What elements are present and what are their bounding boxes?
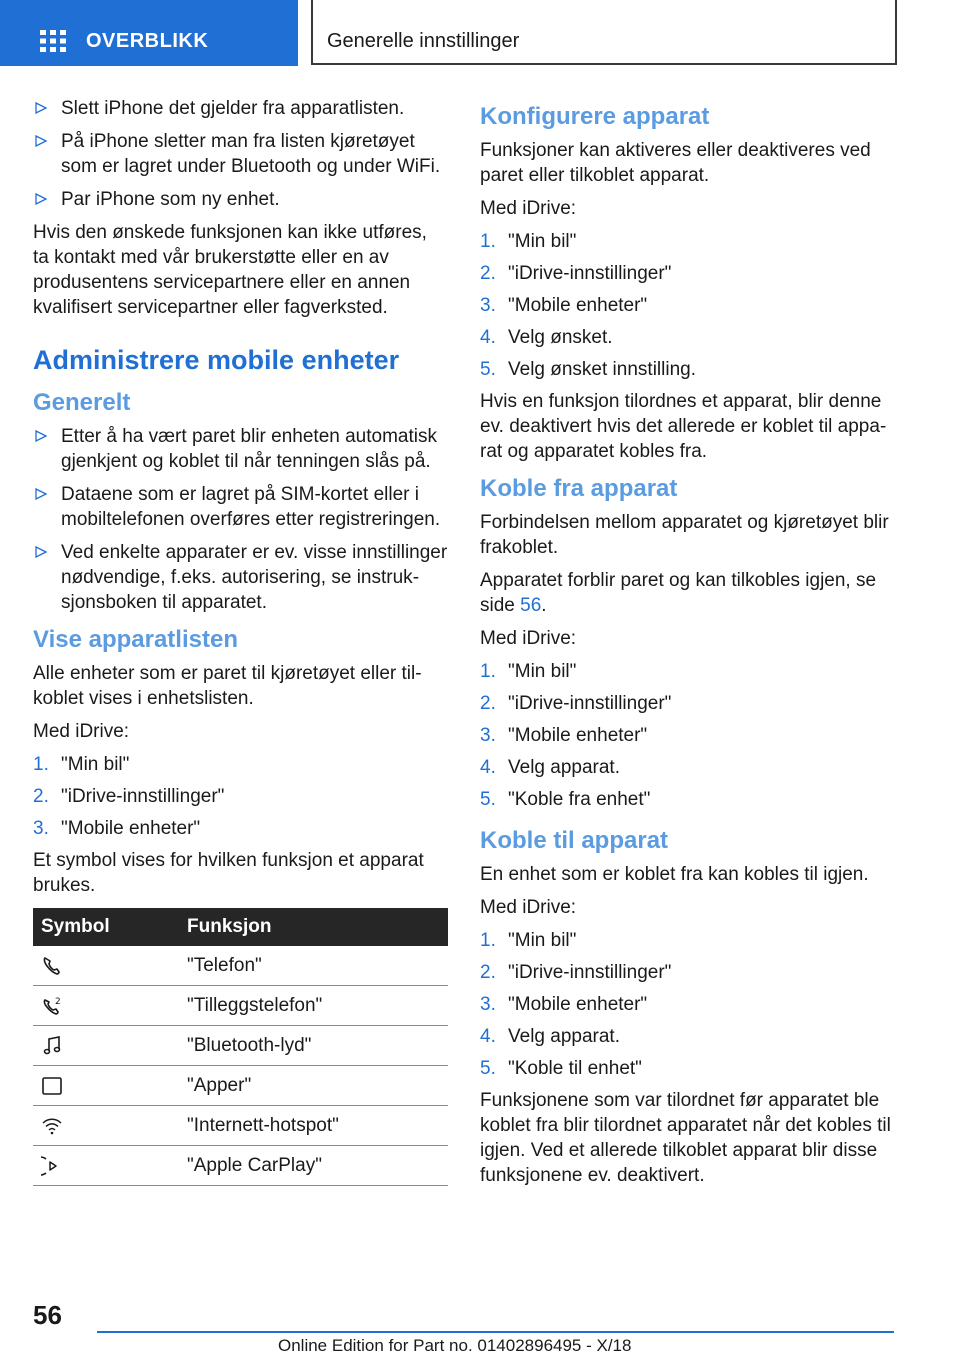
paragraph: Apparatet forblir paret og kan tilkobles igjen, se side 56. [480, 570, 877, 616]
paragraph: Med iDrive: [480, 198, 577, 219]
table-header-function: Funksjon [179, 908, 448, 946]
bullet-list-top [33, 96, 448, 212]
paragraph: Forbindelsen mellom apparatet og kjøretøyet blir frakoblet. [480, 512, 889, 558]
triangle-bullet-icon [35, 193, 47, 205]
steps-list [33, 752, 448, 841]
wifi-icon [41, 1115, 63, 1137]
list-item: 1. "Min bil" [480, 661, 577, 682]
footer-divider [97, 1331, 894, 1333]
paragraph: Hvis den ønskede funksjonen kan ikke utføres, ta kontakt med vår brukerstøtte eller en av produsentens servicepartnere eller en annen kvalifisert servicepartner eller fagverksted. [33, 222, 427, 318]
list-item: Ved enkelte apparater er ev. visse innstillinger nødvendige, f.eks. autorisering, se instruksjonsboken til apparatet. [33, 540, 448, 615]
table-row: "Internett-hotspot" [33, 1106, 448, 1146]
list-item: 1. "Min bil" [33, 754, 130, 775]
table-row: "Bluetooth-lyd" [33, 1026, 448, 1066]
triangle-bullet-icon [35, 135, 47, 147]
list-item: 2. "iDrive-innstillinger" [33, 786, 225, 807]
list-item: 3. "Mobile enheter" [33, 818, 201, 839]
section-title: Generelle innstillinger [327, 30, 520, 52]
page-number: 56 [33, 1300, 62, 1330]
table-header-row [33, 908, 448, 946]
section-heading: Administrere mobile enheter [33, 345, 400, 375]
triangle-bullet-icon [35, 430, 47, 442]
page-header [0, 0, 960, 66]
grid-icon [40, 30, 66, 52]
bullet-list-general [33, 424, 448, 615]
paragraph: Et symbol vises for hvilken funksjon et apparat brukes. [33, 850, 424, 896]
steps-list-connect [480, 928, 895, 1081]
list-item: På iPhone sletter man fra listen kjøretøyet som er lagret under Bluetooth og under WiFi. [33, 129, 448, 179]
list-item: 1. "Min bil" [480, 930, 577, 951]
list-item: 3. "Mobile enheter" [480, 994, 648, 1015]
list-item: 2. "iDrive-innstillinger" [480, 693, 672, 714]
subheading-configure: Konfigurere apparat [480, 103, 710, 130]
subheading-connect: Koble til apparat [480, 827, 669, 854]
table-header-symbol: Symbol [33, 908, 179, 946]
list-item: 3. "Mobile enheter" [480, 725, 648, 746]
svg-text:2: 2 [55, 996, 61, 1007]
table-row: 2 "Tilleggstelefon" [33, 986, 448, 1026]
triangle-bullet-icon [35, 488, 47, 500]
list-item: 4. Velg apparat. [480, 757, 620, 778]
list-item: 5. "Koble fra enhet" [480, 789, 651, 810]
phone-icon [41, 955, 63, 977]
symbol-table [33, 908, 448, 1186]
subheading-disconnect: Koble fra apparat [480, 475, 678, 502]
footer-edition: Online Edition for Part no. 01402896495 - X/18 [278, 1336, 632, 1355]
list-item: Dataene som er lagret på SIM-kortet eller i mobiltelefonen overføres etter registreringen. [33, 482, 448, 532]
subheading-device-list: Vise apparatlisten [33, 626, 238, 653]
list-item: 2. "iDrive-innstillinger" [480, 263, 672, 284]
list-item: 1. "Min bil" [480, 231, 577, 252]
page-link[interactable]: 56 [520, 595, 542, 616]
square-icon [41, 1075, 63, 1097]
table-row: "Telefon" [33, 946, 448, 986]
section-tab[interactable] [311, 0, 897, 65]
right-column [480, 96, 895, 1196]
list-item: 3. "Mobile enheter" [480, 295, 648, 316]
triangle-bullet-icon [35, 546, 47, 558]
overview-tab[interactable] [0, 0, 298, 66]
list-item: 4. Velg ønsket. [480, 327, 613, 348]
paragraph: En enhet som er koblet fra kan kobles til igjen. [480, 864, 869, 885]
paragraph: Hvis en funksjon tilordnes et apparat, blir denne ev. deaktivert hvis det allerede er koblet til apparat og apparatet kobles fra. [480, 391, 887, 462]
paragraph: Alle enheter som er paret til kjøretøyet eller tilkoblet vises i enhetslisten. [33, 663, 422, 709]
table-row: "Apple CarPlay" [33, 1146, 448, 1186]
list-item: 5. Velg ønsket innstilling. [480, 359, 696, 380]
list-item: 2. "iDrive-innstillinger" [480, 962, 672, 983]
left-column [33, 96, 448, 1186]
phone-2-icon [41, 995, 63, 1017]
paragraph: Funksjonene som var tilordnet før apparatet ble koblet fra blir tilordnet apparatet når det kobles til igjen. Ved et allerede tilkoblet apparat blir disse funksjonene ev. deaktivert. [480, 1090, 891, 1186]
paragraph: Med iDrive: [480, 628, 577, 649]
table-row: "Apper" [33, 1066, 448, 1106]
list-item: Etter å ha vært paret blir enheten automatisk gjenkjent og koblet til når tenningen slås på. [33, 424, 448, 474]
list-item: 4. Velg apparat. [480, 1026, 620, 1047]
list-item: Slett iPhone det gjelder fra apparatlisten. [33, 96, 448, 121]
overview-label: OVERBLIKK [86, 30, 209, 52]
carplay-icon [41, 1155, 63, 1177]
list-item: 5. "Koble til enhet" [480, 1058, 642, 1079]
triangle-bullet-icon [35, 102, 47, 114]
list-item: Par iPhone som ny enhet. [33, 187, 448, 212]
paragraph: Funksjoner kan aktiveres eller deaktiveres ved paret eller tilkoblet apparat. [480, 140, 871, 186]
paragraph: Med iDrive: [33, 721, 130, 742]
paragraph: Med iDrive: [480, 897, 577, 918]
subheading-general: Generelt [33, 389, 131, 416]
steps-list-configure [480, 229, 895, 382]
steps-list-disconnect [480, 659, 895, 812]
music-note-icon [41, 1035, 63, 1057]
